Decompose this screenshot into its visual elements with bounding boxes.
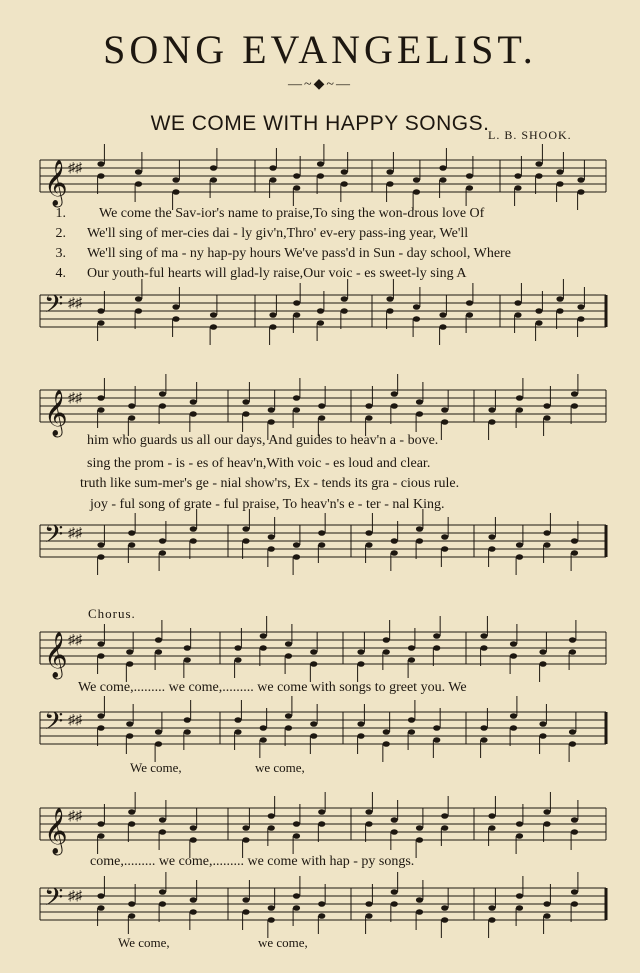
note-head	[159, 391, 166, 397]
note-head	[439, 312, 446, 318]
note-head	[285, 713, 292, 719]
note-head	[97, 641, 104, 647]
note-head	[135, 296, 142, 302]
note-head	[441, 905, 448, 911]
note-head	[543, 403, 550, 409]
key-signature: ♯♯	[68, 296, 82, 311]
note-head	[577, 177, 584, 183]
note-head	[184, 657, 191, 663]
note-head	[126, 721, 133, 727]
note-head	[190, 825, 197, 831]
note-head	[242, 399, 249, 405]
note-head	[535, 320, 542, 326]
chorus-label: Chorus.	[88, 606, 136, 621]
note-head	[441, 407, 448, 413]
note-head	[242, 538, 249, 544]
note-head	[135, 181, 142, 187]
note-head	[268, 917, 275, 923]
note-head	[391, 550, 398, 556]
note-head	[210, 312, 217, 318]
note-head	[441, 534, 448, 540]
note-head	[386, 169, 393, 175]
note-head	[269, 165, 276, 171]
key-signature: ♯♯	[68, 526, 82, 541]
note-head	[514, 173, 521, 179]
note-head	[341, 169, 348, 175]
verse-lyric: him who guards us all our days, And guides to heav'n a - bove.	[87, 433, 439, 448]
key-signature: ♯♯	[68, 713, 82, 728]
note-head	[269, 177, 276, 183]
note-head	[383, 741, 390, 747]
note-head	[365, 901, 372, 907]
note-head	[488, 905, 495, 911]
note-head	[269, 312, 276, 318]
note-head	[466, 173, 473, 179]
note-head	[514, 300, 521, 306]
note-head	[293, 395, 300, 401]
note-head	[416, 825, 423, 831]
note-head	[318, 542, 325, 548]
note-head	[516, 905, 523, 911]
note-head	[293, 554, 300, 560]
bass-clef: 𝄢	[44, 707, 64, 742]
note-head	[416, 526, 423, 532]
note-head	[126, 733, 133, 739]
note-head	[516, 542, 523, 548]
note-head	[172, 177, 179, 183]
note-head	[488, 419, 495, 425]
note-head	[190, 538, 197, 544]
note-head	[135, 308, 142, 314]
note-head	[488, 825, 495, 831]
note-head	[317, 320, 324, 326]
note-head	[543, 542, 550, 548]
note-head	[516, 395, 523, 401]
note-head	[383, 649, 390, 655]
note-head	[539, 661, 546, 667]
note-head	[128, 809, 135, 815]
note-head	[126, 649, 133, 655]
note-head	[488, 546, 495, 552]
note-head	[285, 725, 292, 731]
note-head	[268, 534, 275, 540]
note-head	[569, 741, 576, 747]
note-head	[159, 829, 166, 835]
note-head	[439, 165, 446, 171]
note-head	[488, 813, 495, 819]
note-head	[386, 181, 393, 187]
note-head	[293, 833, 300, 839]
note-head	[416, 538, 423, 544]
note-head	[268, 407, 275, 413]
note-head	[488, 534, 495, 540]
note-head	[416, 837, 423, 843]
chorus-lyric: We come,......... we come,......... we come with songs to greet you. We	[78, 680, 467, 695]
note-head	[577, 316, 584, 322]
note-head	[293, 893, 300, 899]
note-head	[190, 399, 197, 405]
bass-clef: 𝄢	[44, 883, 64, 918]
note-head	[269, 324, 276, 330]
note-head	[441, 825, 448, 831]
note-head	[416, 897, 423, 903]
note-head	[556, 296, 563, 302]
note-head	[293, 173, 300, 179]
note-head	[365, 542, 372, 548]
note-head	[391, 538, 398, 544]
note-head	[383, 729, 390, 735]
note-head	[293, 905, 300, 911]
book-title: SONG EVANGELIST.	[103, 27, 537, 72]
note-head	[155, 729, 162, 735]
note-head	[210, 165, 217, 171]
note-head	[510, 641, 517, 647]
note-head	[416, 411, 423, 417]
note-head	[365, 913, 372, 919]
note-head	[126, 661, 133, 667]
note-head	[317, 173, 324, 179]
note-head	[97, 161, 104, 167]
note-head	[539, 733, 546, 739]
note-head	[433, 725, 440, 731]
note-head	[318, 415, 325, 421]
note-head	[480, 645, 487, 651]
note-head	[341, 181, 348, 187]
note-head	[413, 316, 420, 322]
note-head	[539, 721, 546, 727]
note-head	[318, 530, 325, 536]
note-head	[190, 526, 197, 532]
key-signature: ♯♯	[68, 391, 82, 406]
note-head	[466, 312, 473, 318]
note-head	[386, 308, 393, 314]
note-head	[128, 415, 135, 421]
note-head	[268, 419, 275, 425]
note-head	[543, 901, 550, 907]
note-head	[516, 833, 523, 839]
note-head	[234, 729, 241, 735]
note-head	[365, 415, 372, 421]
note-head	[268, 813, 275, 819]
bass-clef: 𝄢	[44, 520, 64, 555]
note-head	[318, 901, 325, 907]
note-head	[480, 633, 487, 639]
note-head	[341, 308, 348, 314]
note-head	[441, 546, 448, 552]
note-head	[190, 897, 197, 903]
key-signature: ♯♯	[68, 633, 82, 648]
note-head	[539, 649, 546, 655]
note-head	[97, 320, 104, 326]
note-head	[413, 304, 420, 310]
verse-lyric: Our youth-ful hearts will glad-ly raise,Our voic - es sweet-ly sing A	[87, 266, 467, 281]
note-head	[577, 304, 584, 310]
note-head	[516, 554, 523, 560]
note-head	[571, 550, 578, 556]
note-head	[466, 300, 473, 306]
note-head	[488, 917, 495, 923]
note-head	[571, 829, 578, 835]
key-signature: ♯♯	[68, 889, 82, 904]
note-head	[128, 530, 135, 536]
key-signature: ♯♯	[68, 809, 82, 824]
note-head	[386, 296, 393, 302]
note-head	[535, 308, 542, 314]
note-head	[543, 415, 550, 421]
chorus-lyric: come,......... we come,......... we come with hap - py songs.	[90, 854, 415, 869]
note-head	[128, 403, 135, 409]
song-title: WE COME WITH HAPPY SONGS.	[150, 112, 490, 135]
note-head	[190, 411, 197, 417]
note-head	[571, 391, 578, 397]
note-head	[318, 809, 325, 815]
note-head	[357, 721, 364, 727]
composer-credit: L. B. SHOOK.	[488, 128, 572, 142]
verse-number: 2.	[55, 226, 66, 241]
treble-clef: 𝄞	[44, 808, 68, 854]
note-head	[293, 312, 300, 318]
note-head	[391, 889, 398, 895]
note-head	[433, 633, 440, 639]
note-head	[516, 821, 523, 827]
note-head	[365, 530, 372, 536]
note-head	[318, 821, 325, 827]
note-head	[97, 173, 104, 179]
note-head	[391, 901, 398, 907]
note-head	[268, 905, 275, 911]
note-head	[97, 893, 104, 899]
note-head	[510, 725, 517, 731]
note-head	[293, 542, 300, 548]
note-head	[159, 403, 166, 409]
note-head	[556, 308, 563, 314]
note-head	[408, 657, 415, 663]
note-head	[488, 407, 495, 413]
note-head	[293, 185, 300, 191]
verse-lyric: joy - ful song of grate - ful praise, To heav'n's e - ter - nal King.	[90, 497, 445, 512]
note-head	[128, 542, 135, 548]
note-head	[569, 729, 576, 735]
chorus-bass-lyric: We come,	[118, 935, 170, 950]
title-ornament: —~◆~—	[288, 77, 352, 92]
note-head	[97, 713, 104, 719]
note-head	[318, 913, 325, 919]
note-head	[135, 169, 142, 175]
note-head	[441, 917, 448, 923]
note-head	[268, 825, 275, 831]
note-head	[234, 717, 241, 723]
note-head	[569, 637, 576, 643]
verse-lyric: We come the Sav-ior's name to praise,To sing the won-drous love Of	[99, 206, 485, 221]
note-head	[441, 813, 448, 819]
verse-lyric: We'll sing of ma - ny hap-py hours We've pass'd in Sun - day school, Where	[87, 246, 511, 261]
note-head	[433, 737, 440, 743]
note-head	[128, 913, 135, 919]
note-head	[128, 821, 135, 827]
note-head	[510, 653, 517, 659]
note-head	[318, 403, 325, 409]
note-head	[391, 391, 398, 397]
note-head	[159, 550, 166, 556]
note-head	[97, 725, 104, 731]
note-head	[242, 411, 249, 417]
chorus-bass-lyric: we come,	[255, 760, 305, 775]
chorus-bass-lyric: we come,	[258, 935, 308, 950]
note-head	[97, 542, 104, 548]
note-head	[357, 733, 364, 739]
note-head	[159, 538, 166, 544]
note-head	[260, 645, 267, 651]
note-head	[556, 181, 563, 187]
note-head	[155, 637, 162, 643]
note-head	[242, 909, 249, 915]
note-head	[514, 312, 521, 318]
note-head	[571, 817, 578, 823]
note-head	[413, 177, 420, 183]
note-head	[408, 645, 415, 651]
note-head	[365, 821, 372, 827]
note-head	[357, 649, 364, 655]
note-head	[184, 717, 191, 723]
note-head	[172, 189, 179, 195]
note-head	[480, 725, 487, 731]
note-head	[155, 649, 162, 655]
note-head	[543, 809, 550, 815]
note-head	[480, 737, 487, 743]
note-head	[441, 419, 448, 425]
note-head	[172, 316, 179, 322]
note-head	[383, 637, 390, 643]
treble-clef: 𝄞	[44, 160, 68, 206]
note-head	[210, 177, 217, 183]
note-head	[97, 821, 104, 827]
note-head	[391, 817, 398, 823]
note-head	[571, 538, 578, 544]
note-head	[535, 161, 542, 167]
note-head	[317, 308, 324, 314]
note-head	[317, 161, 324, 167]
note-head	[293, 407, 300, 413]
note-head	[365, 403, 372, 409]
note-head	[184, 645, 191, 651]
treble-clef: 𝄞	[44, 632, 68, 678]
note-head	[556, 169, 563, 175]
note-head	[514, 185, 521, 191]
note-head	[571, 901, 578, 907]
note-head	[408, 717, 415, 723]
note-head	[543, 913, 550, 919]
note-head	[310, 721, 317, 727]
note-head	[97, 833, 104, 839]
bass-clef: 𝄢	[44, 290, 64, 325]
note-head	[569, 649, 576, 655]
note-head	[260, 725, 267, 731]
verse-lyric: sing the prom - is - es of heav'n,With voic - es loud and clear.	[87, 456, 431, 471]
note-head	[285, 653, 292, 659]
note-head	[234, 645, 241, 651]
note-head	[516, 407, 523, 413]
note-head	[97, 905, 104, 911]
note-head	[260, 737, 267, 743]
note-head	[268, 546, 275, 552]
note-head	[391, 829, 398, 835]
note-head	[242, 825, 249, 831]
verse-number: 4.	[55, 266, 66, 281]
note-head	[159, 901, 166, 907]
note-head	[172, 304, 179, 310]
note-head	[416, 399, 423, 405]
note-head	[155, 741, 162, 747]
treble-clef: 𝄞	[44, 390, 68, 436]
note-head	[159, 889, 166, 895]
note-head	[577, 189, 584, 195]
note-head	[293, 300, 300, 306]
note-head	[310, 733, 317, 739]
note-head	[357, 661, 364, 667]
note-head	[97, 653, 104, 659]
note-head	[516, 893, 523, 899]
note-head	[242, 897, 249, 903]
note-head	[439, 177, 446, 183]
note-head	[439, 324, 446, 330]
note-head	[535, 173, 542, 179]
verse-number: 3.	[55, 246, 66, 261]
note-head	[184, 729, 191, 735]
note-head	[365, 809, 372, 815]
note-head	[413, 189, 420, 195]
note-head	[97, 308, 104, 314]
note-head	[242, 526, 249, 532]
note-head	[242, 837, 249, 843]
note-head	[234, 657, 241, 663]
note-head	[285, 641, 292, 647]
note-head	[433, 645, 440, 651]
note-head	[310, 661, 317, 667]
note-head	[341, 296, 348, 302]
note-head	[571, 889, 578, 895]
note-head	[408, 729, 415, 735]
note-head	[391, 403, 398, 409]
chorus-bass-lyric: We come,	[130, 760, 182, 775]
note-head	[510, 713, 517, 719]
note-head	[543, 530, 550, 536]
note-head	[466, 185, 473, 191]
note-head	[97, 395, 104, 401]
note-head	[190, 837, 197, 843]
note-head	[260, 633, 267, 639]
note-head	[128, 901, 135, 907]
note-head	[97, 554, 104, 560]
note-head	[416, 909, 423, 915]
note-head	[190, 909, 197, 915]
note-head	[293, 821, 300, 827]
note-head	[571, 403, 578, 409]
verse-number: 1.	[55, 206, 66, 221]
note-head	[543, 821, 550, 827]
note-head	[310, 649, 317, 655]
key-signature: ♯♯	[68, 161, 82, 176]
verse-lyric: We'll sing of mer-cies dai - ly giv'n,Thro' ev-ery pass-ing year, We'll	[87, 226, 469, 241]
note-head	[210, 324, 217, 330]
note-head	[159, 817, 166, 823]
note-head	[97, 407, 104, 413]
verse-lyric: truth like sum-mer's ge - nial show'rs, Ex - tends its gra - cious rule.	[80, 476, 460, 491]
